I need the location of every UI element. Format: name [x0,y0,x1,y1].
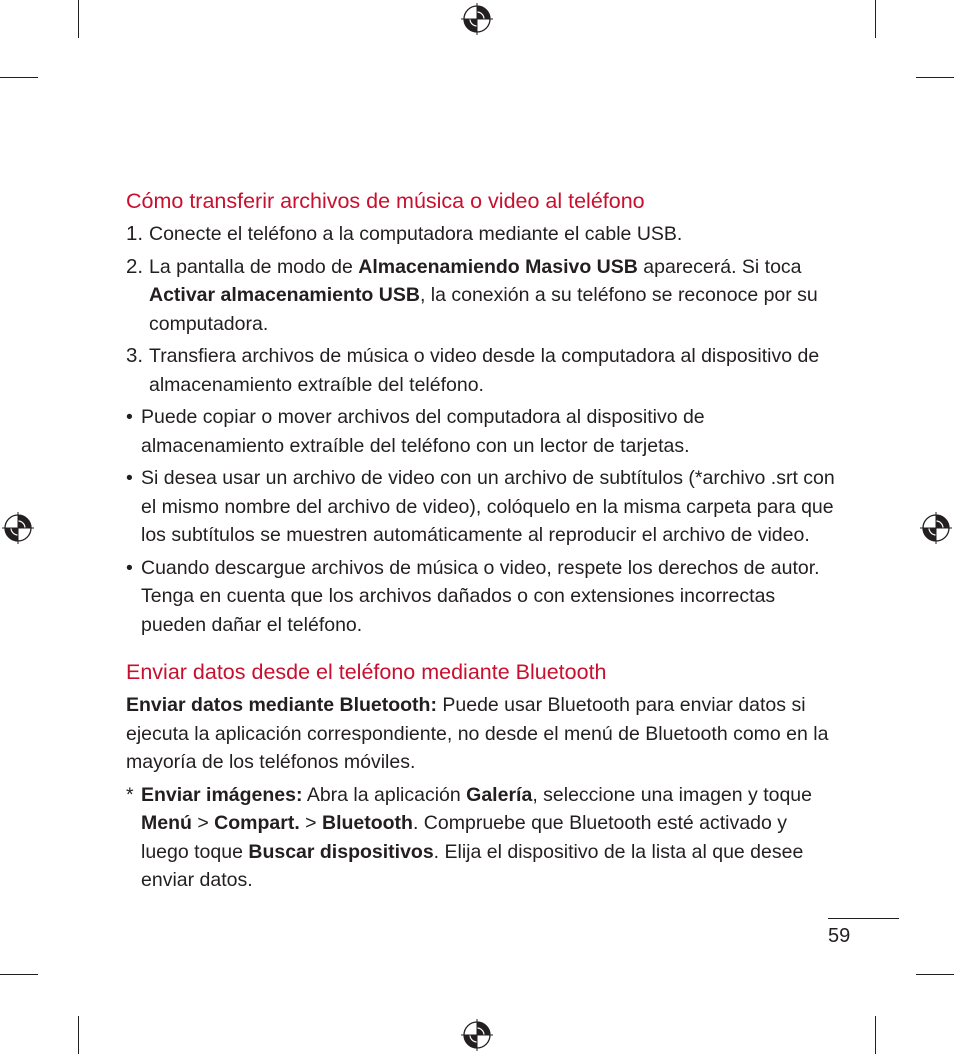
bullet-item [126,403,836,460]
crop-mark [78,0,79,38]
usb-mode-label: Almacenamiendo Masivo USB [358,255,638,278]
bullet-text: Puede copiar o mover archivos del computadora al dispositivo de almacenamiento extraíble del teléfono con un lector de tarjetas. [141,406,705,457]
share-label: Compart. [214,812,300,834]
asterisk-mark: * [126,783,134,806]
crop-mark [916,974,954,975]
registration-mark-icon [461,1019,493,1051]
bullet-item [126,554,836,640]
step-text: Transfiera archivos de música o video desde la computadora al dispositivo de almacenamiento extraíble del teléfono. [149,345,820,396]
step-number: 1. [126,222,144,245]
crop-mark [916,77,954,78]
page-content [126,186,836,895]
note-text: Enviar imágenes: Abra la aplicación Galería, seleccione una imagen y toque Menú > Compart. > Bluetooth. Compruebe que Bluetooth esté activado y luego toque Buscar dispositivos. Elija el dispositivo de la lista al que desee enviar datos. [141,783,812,891]
bullet-item [126,464,836,550]
activate-usb-label: Activar almacenamiento USB [149,284,420,306]
numbered-step [126,342,836,399]
search-devices-label: Buscar dispositivos [248,840,434,863]
crop-mark [0,974,38,975]
bullet-mark: • [126,556,133,579]
numbered-step [126,220,836,249]
step-text: Conecte el teléfono a la computadora mediante el cable USB. [149,223,683,245]
registration-mark-icon [461,3,493,35]
registration-mark-icon [2,512,34,544]
numbered-step [126,253,836,339]
intro-label: Enviar datos mediante Bluetooth: [126,694,437,716]
bullet-mark: • [126,406,133,428]
bullet-text: Si desea usar un archivo de video con un archivo de subtítulos (*archivo .srt con el mismo nombre del archivo de video), colóquelo en la misma carpeta para que los subtítulos se muestren automáticamente al reproducir el archivo de video. [141,467,835,546]
intro-paragraph: Enviar datos mediante Bluetooth: Puede usar Bluetooth para enviar datos si ejecuta la aplicación correspondiente, no desde el menú de Bluetooth como en la mayoría de los teléfonos móviles. [126,694,829,773]
registration-mark-icon [920,512,952,544]
bullet-text: Cuando descargue archivos de música o video, respete los derechos de autor. Tenga en cuenta que los archivos dañados o con extensiones incorrectas pueden dañar el teléfono. [141,556,820,636]
step-number: 3. [126,344,144,367]
note-label: Enviar imágenes: [141,783,303,806]
menu-label: Menú [141,812,192,834]
step-text: La pantalla de modo de Almacenamiendo Masivo USB aparecerá. Si toca Activar almacenamiento USB, la conexión a su teléfono se reconoce por su computadora. [149,255,818,335]
section-heading-transfer: Cómo transferir archivos de música o video al teléfono [126,189,645,213]
crop-mark [875,1016,876,1054]
bullet-mark: • [126,467,133,489]
bluetooth-label: Bluetooth [321,812,413,834]
section-heading-bluetooth: Enviar datos desde el teléfono mediante Bluetooth [126,660,607,684]
crop-mark [0,77,38,78]
crop-mark [78,1016,79,1054]
footer-rule [828,918,899,919]
note-item [126,781,836,895]
step-number: 2. [126,254,144,278]
page-number: 59 [828,925,851,947]
crop-mark [875,0,876,38]
gallery-label: Galería [466,783,533,806]
